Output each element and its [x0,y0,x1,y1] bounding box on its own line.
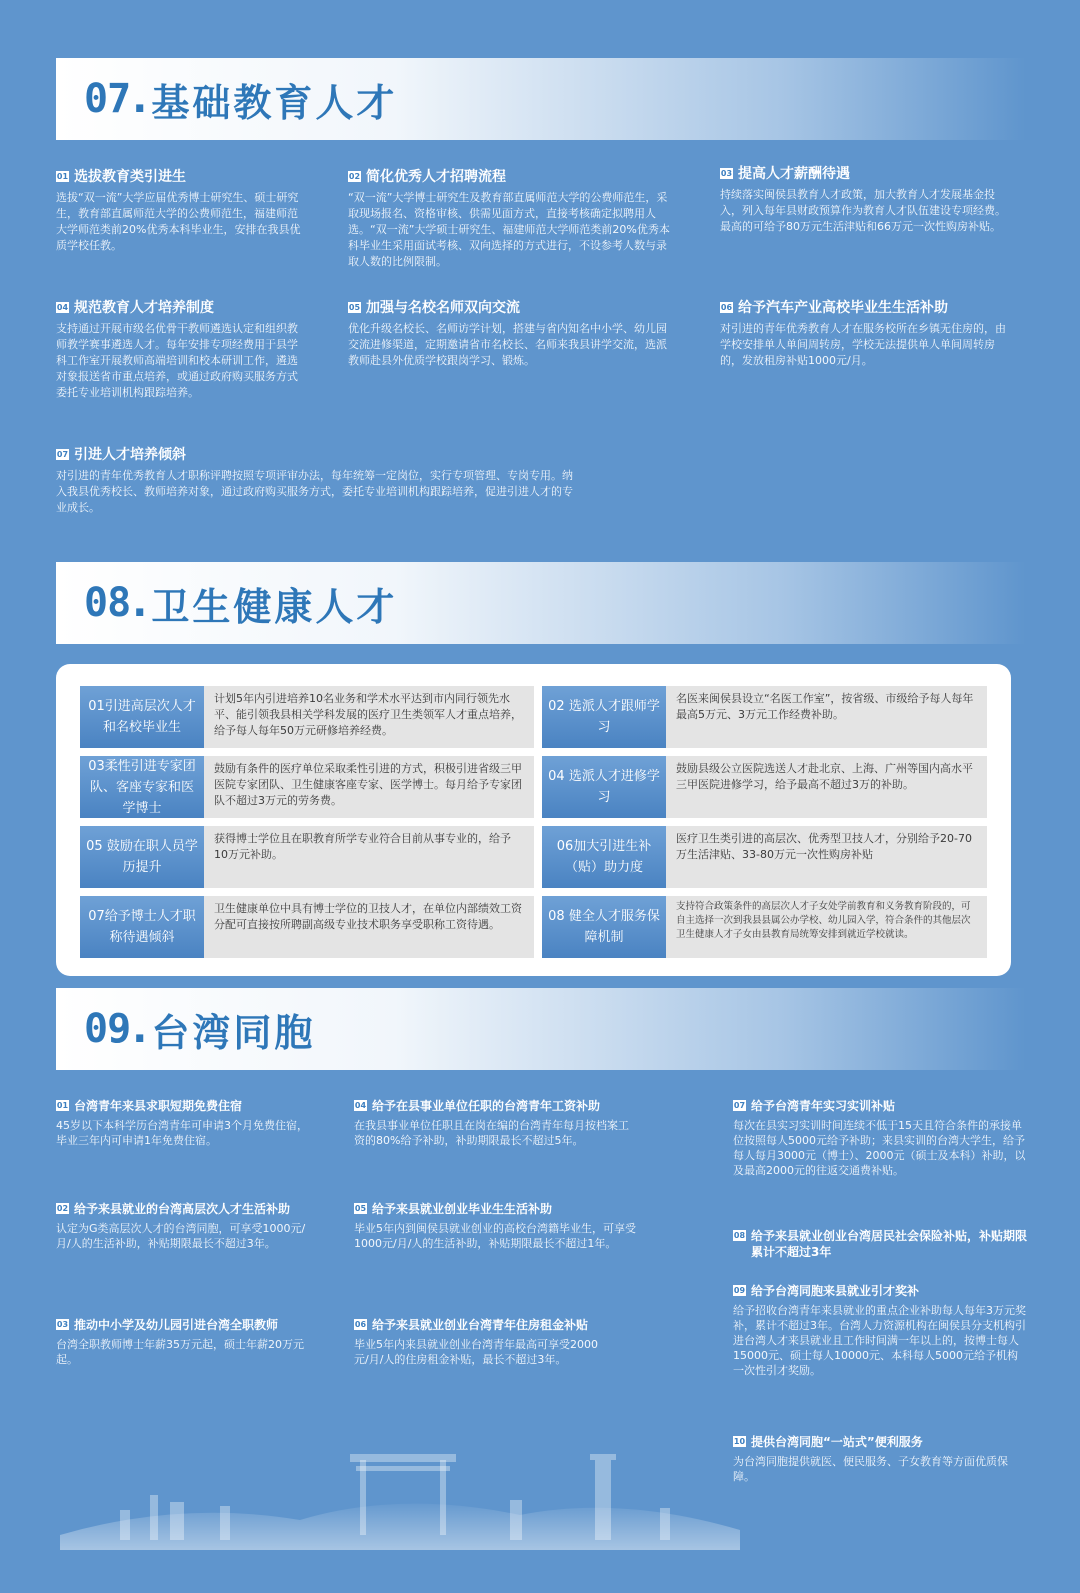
item-badge: 10 [733,1437,746,1446]
tw-item-06 [354,1316,639,1367]
edu-item-05 [348,297,670,369]
health-row-label: 05 鼓励在职人员学历提升 [80,826,204,888]
health-row-desc: 支持符合政策条件的高层次人才子女处学前教育和义务教育阶段的，可自主选择一次到我县县属公办学校、幼儿园入学，符合条件的其他层次卫生健康人才子女由县教育局统筹安排到就近学校就读。 [666,896,987,958]
item-badge: 04 [56,302,69,312]
section-dot: . [132,76,148,122]
item-body: 在我县事业单位任职且在岗在编的台湾青年每月按档案工资的80%给予补助，补助期限最长不超过5年。 [354,1119,629,1147]
tw-item-04 [354,1097,639,1148]
tw-item-02 [56,1200,316,1251]
health-row-desc: 名医来闽侯县设立“名医工作室”，按省级、市级给予每人每年最高5万元、3万元工作经费补助。 [666,686,987,748]
tw-item-08 [733,1228,1028,1264]
item-badge: 09 [733,1286,746,1295]
item-body: 支持通过开展市级名优骨干教师遴选认定和组织教师教学赛事遴选人才。每年安排专项经费用于县学科工作室开展教师高端培训和校本研训工作，遴选对象报送省市重点培养，或通过政府购买服务方式委托专业培训机构跟踪培养。 [56,322,298,399]
item-title: 台湾青年来县求职短期免费住宿 [74,1099,243,1113]
tw-item-01 [56,1097,316,1148]
health-row-desc: 卫生健康单位中具有博士学位的卫技人才，在单位内部绩效工资分配可直接按所聘副高级专业技术职务享受职称工资待遇。 [204,896,534,958]
item-badge: 01 [56,171,69,181]
item-title: 给予台湾同胞来县就业引才奖补 [751,1284,920,1298]
item-badge: 03 [56,1320,69,1329]
item-body: 毕业5年内到闽侯县就业创业的高校台湾籍毕业生，可享受1000元/月/人的生活补助，补贴期限最长不超过1年。 [354,1222,636,1250]
edu-item-07 [56,444,576,516]
item-title: 给予来县就业创业台湾青年住房租金补贴 [372,1318,589,1332]
health-row-label: 01引进高层次人才和名校毕业生 [80,686,204,748]
health-row-02 [542,686,987,748]
item-body: 给予招收台湾青年来县就业的重点企业补助每人每年3万元奖补，累计不超过3年。台湾人力资源机构在闽侯县分支机构引进台湾人才来县就业且工作时间满一年以上的，按博士每人15000元、硕士每人10000元、本科每人5000元给予机构一次性引才奖励。 [733,1304,1026,1377]
health-row-01 [80,686,534,748]
health-row-07 [80,896,534,958]
health-row-08 [542,896,987,958]
health-card [56,664,1011,976]
section-number: 08 [84,580,131,626]
tw-item-10 [733,1433,1028,1484]
item-title: 给予来县就业创业台湾居民社会保险补贴，补贴期限累计不超过3年 [751,1229,1028,1259]
item-body: 对引进的青年优秀教育人才在服务校所在乡镇无住房的，由学校安排单人单间周转房，学校无法提供单人单间周转房的，发放租房补贴1000元/月。 [720,322,1006,367]
health-row-label: 02 选派人才跟师学习 [542,686,666,748]
health-row-desc: 计划5年内引进培养10名业务和学术水平达到市内同行领先水平、能引领我县相关学科发展的医疗卫生类领军人才重点培养，给予每人每年50万元研修培养经费。 [204,686,534,748]
item-badge: 07 [733,1101,746,1110]
item-badge: 03 [720,168,733,178]
item-badge: 05 [348,302,361,312]
section-banner-taiwan [56,988,1026,1070]
section-dot: . [132,1006,148,1052]
section-title: 卫生健康人才 [151,584,398,629]
health-row-04 [542,756,987,818]
item-body: 每次在县实习实训时间连续不低于15天且符合条件的承接单位按照每人5000元给予补助；来县实训的台湾大学生，给予每人每月3000元（博士）、2000元（硕士及本科）补助，以及最高2000元的往返交通费补贴。 [733,1119,1026,1177]
item-badge: 04 [354,1101,367,1110]
item-title: 提供台湾同胞“一站式”便利服务 [751,1435,923,1449]
item-title: 给予来县就业创业毕业生生活补助 [372,1202,553,1216]
section-number: 07 [84,76,131,122]
health-row-label: 04 选派人才进修学习 [542,756,666,818]
item-body: “双一流”大学博士研究生及教育部直属师范大学的公费师范生，采取现场报名、资格审核、供需见面方式，直接考核确定拟聘用人选。“双一流”大学硕士研究生、福建师范大学师范类前20%优秀本科毕业生采用面试考核、双向选择的方式进行，不设参考人数与录取人数的比例限制。 [348,191,670,268]
health-row-label: 07给予博士人才职称待遇倾斜 [80,896,204,958]
item-title: 加强与名校名师双向交流 [366,300,520,316]
item-title: 给予在县事业单位任职的台湾青年工资补助 [372,1099,601,1113]
edu-item-04 [56,297,306,401]
item-body: 45岁以下本科学历台湾青年可申请3个月免费住宿，毕业三年内可申请1年免费住宿。 [56,1119,308,1147]
item-badge: 06 [354,1320,367,1329]
health-row-desc: 鼓励县级公立医院选送人才赴北京、上海、广州等国内高水平三甲医院进修学习，给予最高不超过3万的补助。 [666,756,987,818]
health-row-06 [542,826,987,888]
section-dot: . [132,580,148,626]
edu-item-06 [720,297,1015,369]
tw-item-05 [354,1200,639,1251]
tw-item-09 [733,1282,1028,1378]
section-banner-health [56,562,1026,644]
section-title: 基础教育人才 [151,80,398,125]
health-row-desc: 鼓励有条件的医疗单位采取柔性引进的方式，积极引进省级三甲医院专家团队、卫生健康客座专家、医学博士。每月给予专家团队不超过3万元的劳务费。 [204,756,534,818]
item-title: 简化优秀人才招聘流程 [366,169,506,185]
item-title: 引进人才培养倾斜 [74,447,186,463]
tw-item-03 [56,1316,326,1367]
health-row-desc: 医疗卫生类引进的高层次、优秀型卫技人才，分别给予20-70万生活津贴、33-80万元一次性购房补贴 [666,826,987,888]
item-body: 优化升级名校长、名师访学计划，搭建与省内知名中小学、幼儿园交流进修渠道，定期邀请省市名校长、名师来我县讲学交流，选派教师赴县外优质学校跟岗学习、锻炼。 [348,322,667,367]
item-title: 给予汽车产业高校毕业生生活补助 [738,300,948,316]
health-row-label: 08 健全人才服务保障机制 [542,896,666,958]
edu-item-02 [348,166,670,270]
item-body: 认定为G类高层次人才的台湾同胞，可享受1000元/月/人的生活补助，补贴期限最长不超过3年。 [56,1222,306,1250]
health-row-05 [80,826,534,888]
item-badge: 06 [720,302,733,312]
item-badge: 07 [56,449,69,459]
health-row-label: 03柔性引进专家团队、客座专家和医学博士 [80,756,204,818]
health-row-desc: 获得博士学位且在职教育所学专业符合目前从事专业的，给予10万元补助。 [204,826,534,888]
item-badge: 08 [733,1231,746,1240]
item-badge: 02 [348,171,361,181]
item-badge: 01 [56,1101,69,1110]
item-title: 推动中小学及幼儿园引进台湾全职教师 [74,1318,279,1332]
edu-item-01 [56,166,306,254]
item-title: 选拔教育类引进生 [74,169,186,185]
health-row-03 [80,756,534,818]
tw-item-07 [733,1097,1028,1178]
section-title: 台湾同胞 [151,1010,316,1055]
item-body: 对引进的青年优秀教育人才职称评聘按照专项评审办法，每年统筹一定岗位，实行专项管理、专岗专用。纳入我县优秀校长、教师培养对象，通过政府购买服务方式，委托专业培训机构跟踪培养，促进引进人才的专业成长。 [56,469,573,514]
item-title: 给予台湾青年实习实训补贴 [751,1099,896,1113]
item-title: 提高人才薪酬待遇 [738,166,850,182]
section-banner-edu [56,58,1026,140]
edu-item-03 [720,163,1015,235]
item-body: 持续落实闽侯县教育人才政策，加大教育人才发展基金投入，列入每年县财政预算作为教育人才队伍建设专项经费。最高的可给予80万元生活津贴和66万元一次性购房补贴。 [720,188,1006,233]
item-body: 选拔“双一流”大学应届优秀博士研究生、硕士研究生，教育部直属师范大学的公费师范生，福建师范大学师范类前20%优秀本科毕业生，安排在我县优质学校任教。 [56,191,301,252]
section-number: 09 [84,1006,131,1052]
item-body: 毕业5年内来县就业创业台湾青年最高可享受2000元/月/人的住房租金补贴，最长不超过3年。 [354,1338,598,1366]
city-skyline-illustration [60,1440,740,1550]
item-title: 规范教育人才培养制度 [74,300,214,316]
health-row-label: 06加大引进生补（贴）助力度 [542,826,666,888]
item-badge: 05 [354,1204,367,1213]
item-title: 给予来县就业的台湾高层次人才生活补助 [74,1202,291,1216]
item-body: 为台湾同胞提供就医、便民服务、子女教育等方面优质保障。 [733,1455,1008,1483]
item-body: 台湾全职教师博士年薪35万元起，硕士年薪20万元起。 [56,1338,304,1366]
item-badge: 02 [56,1204,69,1213]
